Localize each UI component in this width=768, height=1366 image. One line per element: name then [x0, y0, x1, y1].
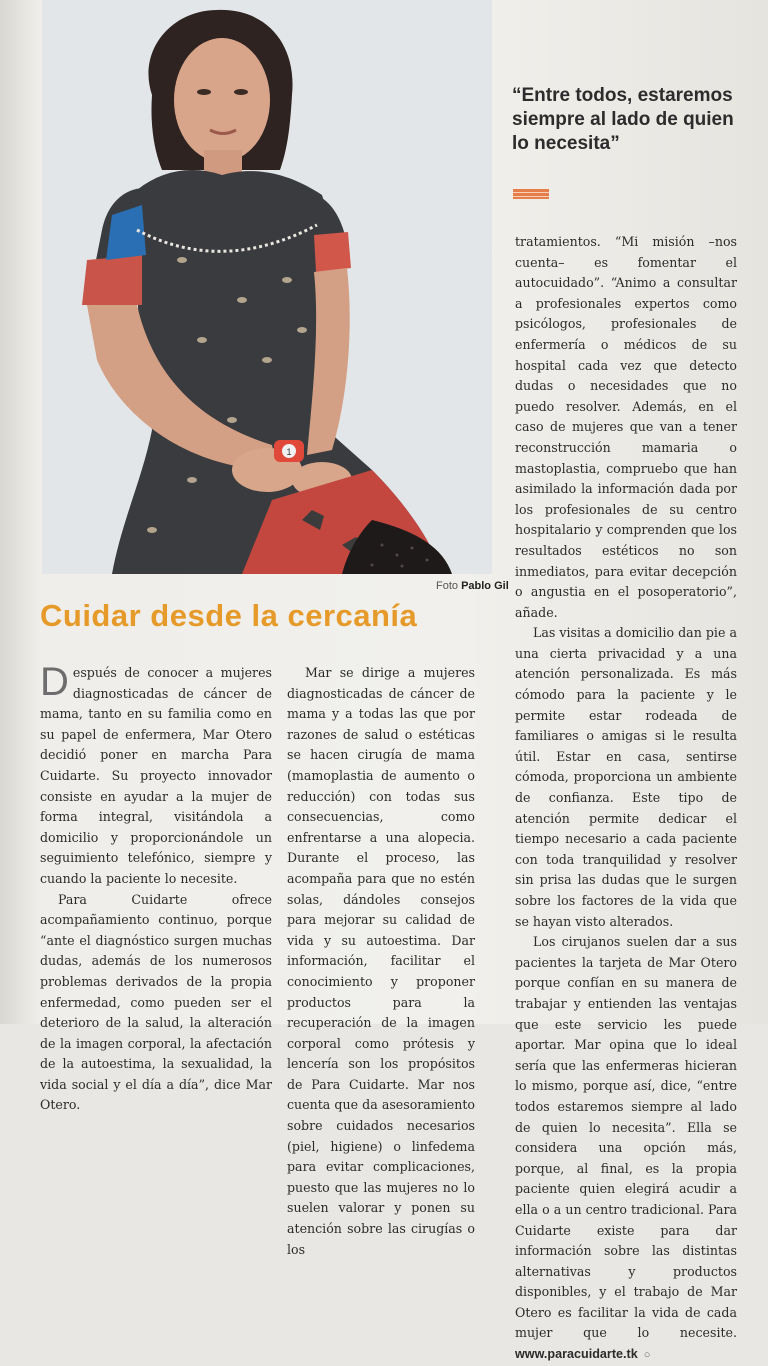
article-headline: Cuidar desde la cercanía	[40, 598, 418, 633]
photo-credit-prefix: Foto	[436, 580, 459, 592]
watch-face-label: 1	[286, 447, 292, 457]
website-link[interactable]: www.paracuidarte.tk	[515, 1347, 638, 1362]
article-paragraph: tratamientos. “Mi misión –nos cuenta– es fomentar el autocuidado”. “Animo a consultar a profesionales expertos como psicólogos, profesionales de enfermería o médicos de su hospital cada vez que detecto dudas o necesidades que no puedo resolver. Además, en el caso de mujeres que van a tener reconstrucción mamaria o mastoplastia, compruebo que han asimilado la información dada por los profesionales de su centro hospitalario y comprenden que los resultados estéticos no son inmediatos, para evitar decepción o angustia en el posoperatorio”, añade.	[515, 234, 737, 620]
article-column-1	[40, 660, 272, 1116]
drop-cap: D	[40, 660, 69, 704]
portrait-photo	[42, 0, 492, 574]
article-paragraph: Las visitas a domicilio dan pie a una cierta privacidad y a una atención personalizada. Es más cómodo para la paciente y le permite estar rodeada de familiares o amigas si le resulta útil. Estar en casa, sentirse cómoda, proporciona un ambiente de confianza. Este tipo de atención permite dedicar el tiempo necesario a cada paciente con toda tranquilidad y resolver sin prisa las dudas que le surgen sobre los factores de la vida que se hayan visto alterados.	[515, 625, 737, 929]
article-paragraph	[40, 660, 272, 890]
article-column-3	[515, 232, 737, 1366]
paragraph-text: Los cirujanos suelen dar a sus pacientes la tarjeta de Mar Otero porque confían en su manera de trabajar y entienden las ventajas que este servicio les puede aportar. Mar opina que lo ideal sería que las enfermeras hicieran lo mismo, porque así, dice, “entre todos estaremos siempre al lado de quien lo necesita”. Ella se considera una opción más, porque, al final, es la propia paciente quien elegirá acudir a ella o a un centro tradicional. Para Cuidarte existe para dar información sobre las distintas alternativas y productos disponibles, y el trabajo de Mar Otero es facilitar la vida de cada mujer que lo necesite.	[515, 934, 737, 1341]
article-paragraph: Para Cuidarte ofrece acompañamiento continuo, porque “ante el diagnóstico surgen muchas dudas, además de los numerosos problemas derivados de la propia enfermedad, como pueden ser el deterioro de la salud, la alteración de la imagen corporal, la afectación de la autoestima, la sexualidad, la vida social y el día a día”, dice Mar Otero.	[40, 891, 272, 1113]
portrait-illustration	[42, 0, 492, 574]
paragraph-text: espués de conocer a mujeres diagnosticadas de cáncer de mama, tanto en su familia como en su papel de enfermera, Mar Otero decidió poner en marcha Para Cuidarte. Su proyecto innovador consiste en ayudar a la mujer de forma integral, visitándola a domicilio y proporcionándole un seguimiento telefónico, siempre y cuando la paciente lo necesite.	[40, 665, 272, 886]
quote-divider	[513, 189, 549, 199]
photo-credit-name: Pablo Gil	[461, 580, 509, 592]
article-paragraph: Mar se dirige a mujeres diagnosticadas de cáncer de mama y a todas las que por razones de salud o estéticas se hacen cirugía de mama (mamoplastia de aumento o reducción) con todas sus consecuencias, como enfrentarse a una alopecia. Durante el proceso, las acompaña para que no estén solas, dándoles consejos para mejorar su calidad de vida y su autoestima. Dar información, facilitar el conocimiento y proponer productos para la recuperación de la imagen corporal como prótesis y lencería son los propósitos de Para Cuidarte. Mar nos cuenta que da asesoramiento sobre cuidados necesarios (piel, higiene) o linfedema para evitar complicaciones, puesto que las mujeres no lo suelen valorar y ponen su atención sobre las cirugías o los	[287, 665, 475, 1257]
article-paragraph	[515, 932, 737, 1365]
pull-quote: “Entre todos, estaremos siempre al lado de quien lo necesita”	[512, 85, 734, 154]
end-of-article-icon: ○	[643, 1349, 651, 1362]
article-column-2	[287, 663, 475, 1260]
